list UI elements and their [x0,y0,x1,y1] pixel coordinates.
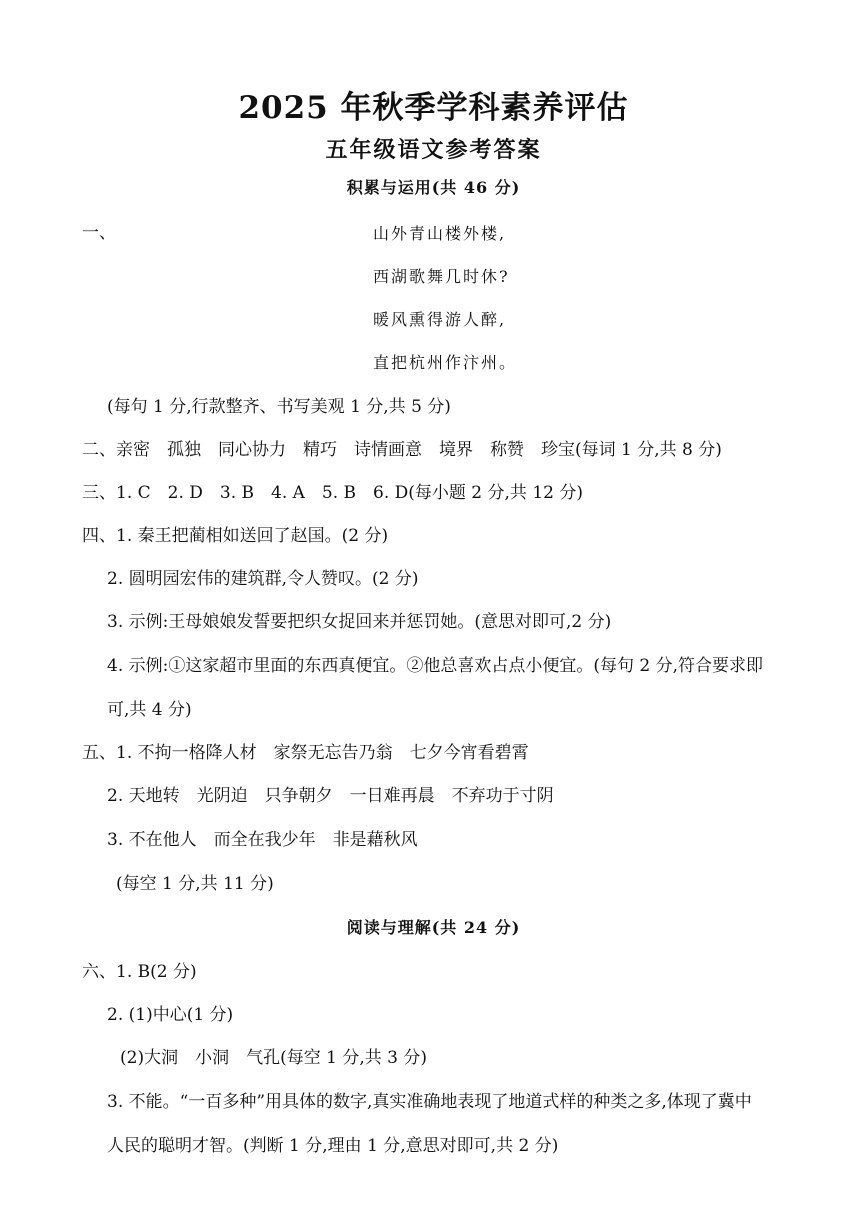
question-4-item-4-continued: 可,共 4 分) [107,700,192,720]
poem-line-4: 直把杭州作汴州。 [373,353,518,372]
question-6-item-3-continued: 人民的聪明才智。(判断 1 分,理由 1 分,意思对即可,共 2 分) [107,1136,559,1156]
poem-line-3: 暖风熏得游人醉, [373,310,507,329]
question-4-item-2: 2. 圆明园宏伟的建筑群,令人赞叹。(2 分) [107,569,419,589]
question-5-item-2: 2. 天地转 光阴迫 只争朝夕 一日难再晨 不弃功于寸阴 [107,786,554,806]
question-5-scoring-note: (每空 1 分,共 11 分) [116,874,274,894]
question-6-item-3: 3. 不能。“一百多种”用具体的数字,真实准确地表现了地道式样的种类之多,体现了冀中 [107,1092,752,1112]
question-2-answer: 二、亲密 孤独 同心协力 精巧 诗情画意 境界 称赞 珍宝(每词 1 分,共 8 分) [82,440,722,460]
section-heading-reading: 阅读与理解(共 24 分) [346,918,521,937]
question-6-item-2-2: (2)大洞 小洞 气孔(每空 1 分,共 3 分) [120,1048,427,1068]
question-4-item-1: 四、1. 秦王把蔺相如送回了赵国。(2 分) [82,526,389,546]
poem-line-2: 西湖歌舞几时休? [373,267,510,286]
question-5-item-3: 3. 不在他人 而全在我少年 非是藉秋风 [107,830,418,850]
question-6-item-1: 六、1. B(2 分) [82,962,197,982]
section-heading-accumulation: 积累与运用(共 46 分) [346,178,521,197]
question-6-item-2-1: 2. (1)中心(1 分) [107,1005,234,1025]
question-1-scoring-note: (每句 1 分,行款整齐、书写美观 1 分,共 5 分) [107,397,451,417]
question-5-item-1: 五、1. 不拘一格降人材 家祭无忘告乃翁 七夕今宵看碧霄 [82,743,529,763]
page-title: 2025 年秋季学科素养评估 [238,90,629,126]
poem-line-1: 山外青山楼外楼, [373,224,507,243]
question-4-item-4: 4. 示例:①这家超市里面的东西真便宜。②他总喜欢占点小便宜。(每句 2 分,符合要求即 [107,656,764,676]
question-4-item-3: 3. 示例:王母娘娘发誓要把织女捉回来并惩罚她。(意思对即可,2 分) [107,612,612,632]
question-3-answer: 三、1. C 2. D 3. B 4. A 5. B 6. D(每小题 2 分,共 12 分) [82,483,584,503]
question-1-label: 一、 [82,223,116,243]
page-subtitle: 五年级语文参考答案 [325,137,542,163]
